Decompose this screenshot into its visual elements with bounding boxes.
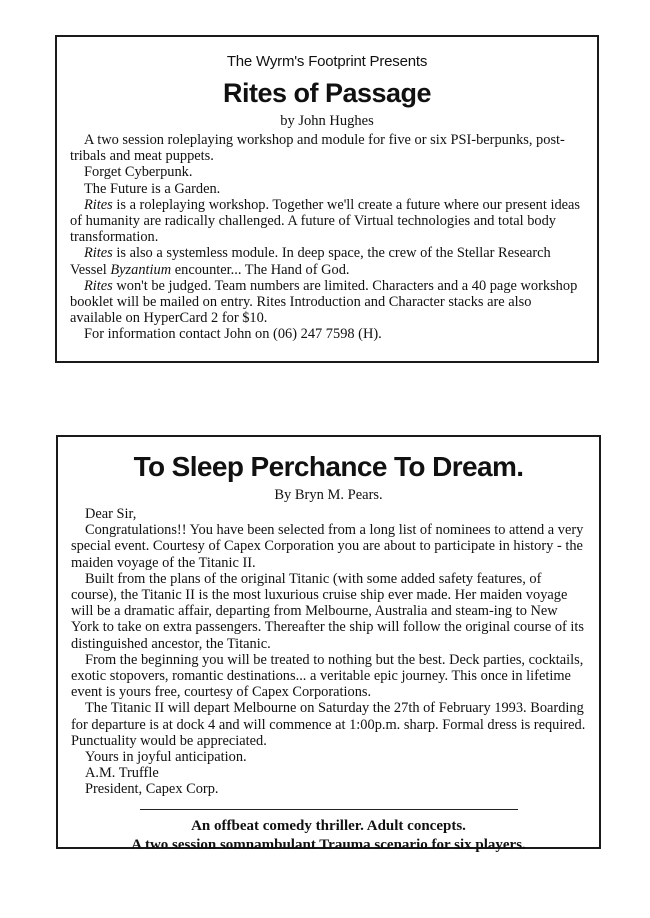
ad-body: [57, 132, 597, 343]
paragraph: The Future is a Garden.: [84, 180, 221, 197]
italic-title: Rites: [84, 245, 113, 262]
byline: By Bryn M. Pears.: [274, 487, 383, 503]
italic-title: Rites: [84, 277, 113, 294]
paragraph: The Titanic II will depart Melbourne on Saturday the 27th of February 1993. Boarding for departure is at dock 4 and will commence at 1:00p.m. sharp. Formal dress is required. Punctuality would be appreciated.: [71, 700, 586, 749]
letter-body: [58, 506, 599, 798]
paragraph: Forget Cyberpunk.: [84, 164, 193, 181]
signature: A.M. Truffle: [85, 765, 159, 782]
contact-line: For information contact John on (06) 247 7598 (H).: [84, 326, 382, 343]
salutation: Dear Sir,: [85, 506, 137, 522]
ad-title: Rites of Passage: [222, 78, 432, 108]
italic-title: Rites: [84, 196, 113, 213]
divider: [140, 809, 518, 810]
closing: Yours in joyful anticipation.: [85, 749, 247, 766]
presenter-kicker: The Wyrm's Footprint Presents: [226, 53, 428, 70]
paragraph-text: encounter... The Hand of God.: [171, 261, 350, 278]
italic-ship-name: Byzantium: [110, 261, 172, 278]
paragraph-text: is a roleplaying workshop. Together we'll create a future where our present ideas of humanity are radically challenged. A future of Virtual technologies and total body transformation.: [70, 196, 581, 246]
rites-of-passage-ad: [55, 35, 599, 363]
tagline: A two session somnambulant Trauma scenario for six players.: [131, 836, 526, 853]
paragraph-text: is also a systemless module. In deep space, the crew of the Stellar Research Vessel: [70, 245, 551, 278]
ad-title: To Sleep Perchance To Dream.: [133, 451, 524, 482]
paragraph: [70, 197, 585, 246]
byline: by John Hughes: [280, 113, 374, 129]
paragraph: A two session roleplaying workshop and module for five or six PSI-berpunks, post-tribals and meat puppets.: [70, 132, 565, 165]
paragraph: Congratulations!! You have been selected from a long list of nominees to attend a very special event. Courtesy of Capex Corporation you are about to participate in history - the maiden voyage of the Titanic II.: [71, 522, 584, 571]
signatory-position: President, Capex Corp.: [85, 781, 219, 798]
to-sleep-perchance-ad: [56, 435, 601, 853]
paragraph: [70, 278, 585, 327]
paragraph: [70, 245, 585, 277]
paragraph: From the beginning you will be treated to nothing but the best. Deck parties, cocktails, exotic stopovers, romantic destinations... a veritable epic journey. This once in lifetime event is yours free, courtesy of Capex Corporations.: [71, 651, 584, 701]
tagline: An offbeat comedy thriller. Adult concepts.: [191, 817, 466, 834]
paragraph: Built from the plans of the original Titanic (with some added safety features, of course), the Titanic II is the most luxurious cruise ship ever made. Her maiden voyage will be a dramatic affair, departing from Melbourne, Australia and steam-ing to New York to take on extra passengers. Thereafter the ship will follow the original course of its distinguished ancestor, the Titanic.: [71, 570, 585, 652]
paragraph-text: won't be judged. Team numbers are limited. Characters and a 40 page workshop booklet will be mailed on entry. Rites Introduction and Character stacks are also available on HyperCard 2 for $10.: [70, 277, 578, 327]
